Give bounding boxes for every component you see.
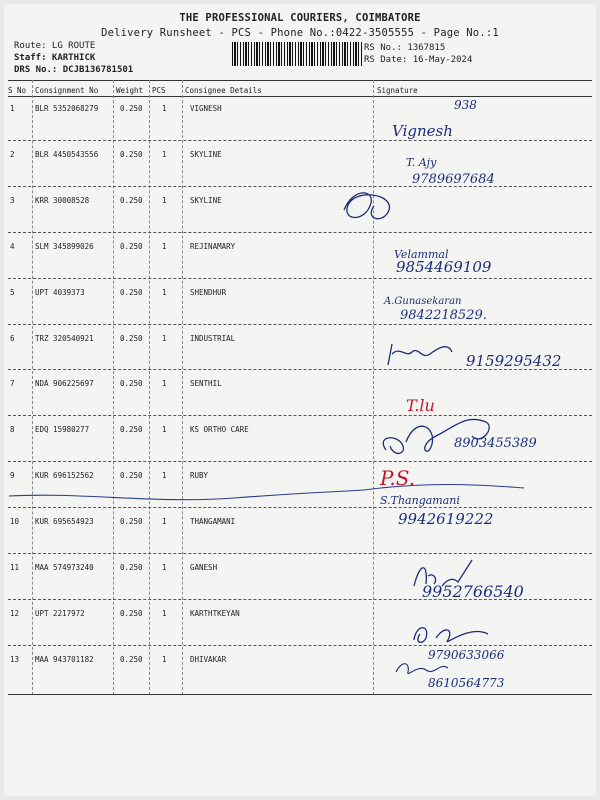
handwriting-phone: 9854469109	[396, 258, 492, 276]
col-pcs: PCS	[152, 86, 166, 95]
rs-date-label: RS Date: 16-May-2024	[364, 55, 473, 65]
col-divider	[182, 80, 183, 695]
row-pcs: 1	[162, 104, 167, 113]
handwriting-phone: 9942619222	[398, 510, 494, 528]
row-sno: 3	[10, 195, 15, 205]
row-consignee: REJINAMARY	[190, 241, 236, 251]
scribble-signature	[382, 340, 462, 370]
row-sno: 11	[10, 563, 20, 572]
col-signature: Signature	[377, 86, 418, 95]
row-weight: 0.250	[120, 654, 143, 664]
row-consignment: SLM 345899026	[35, 241, 94, 251]
row-weight: 0.250	[120, 379, 143, 389]
row-weight: 0.250	[120, 563, 143, 572]
pen-stroke	[4, 474, 596, 514]
handwriting-note: T.lu	[406, 396, 435, 415]
row-pcs: 1	[162, 471, 167, 481]
runsheet-page	[4, 4, 596, 796]
row-weight: 0.250	[120, 333, 143, 343]
row-pcs: 1	[162, 195, 167, 205]
row-weight: 0.250	[120, 241, 143, 251]
row-pcs: 1	[162, 654, 167, 664]
row-consignment: KRR 30008528	[35, 195, 90, 205]
row-consignment: MAA 574973240	[35, 563, 94, 572]
row-consignment: KUR 696152562	[35, 471, 94, 481]
row-sno: 5	[10, 287, 15, 297]
row-consignee: SKYLINE	[190, 195, 222, 205]
row-consignee: KARTHTKEYAN	[190, 608, 240, 618]
col-divider	[149, 80, 150, 695]
row-sno: 9	[10, 471, 15, 481]
col-sno: S No	[8, 86, 27, 95]
row-weight: 0.250	[120, 608, 143, 618]
row-pcs: 1	[162, 241, 167, 251]
row-consignment: TRZ 320540921	[35, 333, 94, 343]
row-pcs: 1	[162, 517, 167, 527]
row-weight: 0.250	[120, 287, 143, 297]
row-weight: 0.250	[120, 149, 143, 159]
row-consignee: RUBY	[190, 471, 209, 481]
row-consignment: NDA 906225697	[35, 379, 94, 389]
staff-label: Staff: KARTHICK	[14, 53, 96, 63]
row-consignment: UPT 4039373	[35, 287, 85, 297]
row-pcs: 1	[162, 287, 167, 297]
table-bottom-rule	[8, 694, 592, 695]
row-weight: 0.250	[120, 517, 143, 527]
rs-no-label: RS No.: 1367815	[364, 43, 446, 53]
handwriting-note: P.S.	[380, 466, 416, 490]
header-bottom-rule	[8, 96, 592, 97]
row-consignment: UPT 2217972	[35, 608, 85, 618]
row-sno: 7	[10, 379, 15, 389]
col-consignment: Consignment No	[35, 86, 99, 95]
row-consignment: BLR 5352068279	[35, 104, 99, 113]
row-divider	[8, 186, 592, 187]
row-consignee: VIGNESH	[190, 104, 222, 113]
page-subtitle: Delivery Runsheet - PCS - Phone No.:0422-3505555 - Page No.:1	[101, 27, 499, 39]
row-consignee: THANGAMANI	[190, 517, 236, 527]
handwriting-phone: 8610564773	[428, 676, 505, 690]
row-weight: 0.250	[120, 425, 143, 435]
row-pcs: 1	[162, 425, 167, 435]
row-sno: 4	[10, 241, 15, 251]
handwritten-signature: Velammal	[394, 248, 449, 261]
handwriting-phone: 8903455389	[454, 436, 537, 451]
scribble-signature	[408, 618, 498, 648]
row-sno: 8	[10, 425, 15, 435]
scribble-signature	[334, 180, 404, 230]
handwriting-phone: 9842218529.	[400, 308, 487, 323]
handwriting-phone: 9790633066	[428, 648, 505, 662]
row-weight: 0.250	[120, 471, 143, 481]
drs-label: DRS No.: DCJB136781501	[14, 65, 134, 75]
row-pcs: 1	[162, 563, 167, 572]
row-pcs: 1	[162, 333, 167, 343]
col-weight: Weight	[116, 86, 144, 95]
barcode	[232, 42, 362, 66]
row-consignment: BLR 4450543556	[35, 149, 99, 159]
row-consignee: SENTHIL	[190, 379, 222, 389]
row-consignee: INDUSTRIAL	[190, 333, 236, 343]
row-consignment: MAA 943701182	[35, 654, 94, 664]
handwriting-note: 938	[454, 98, 477, 112]
row-divider	[8, 278, 592, 279]
row-divider	[8, 324, 592, 325]
row-consignment: EDQ 15980277	[35, 425, 90, 435]
row-sno: 10	[10, 517, 20, 527]
row-pcs: 1	[162, 608, 167, 618]
row-divider	[8, 553, 592, 554]
handwritten-signature: S.Thangamani	[380, 494, 460, 507]
row-sno: 2	[10, 149, 15, 159]
row-sno: 1	[10, 104, 15, 113]
row-pcs: 1	[162, 379, 167, 389]
row-consignee: KS ORTHO CARE	[190, 425, 249, 435]
row-consignment: KUR 695654923	[35, 517, 94, 527]
row-sno: 13	[10, 654, 20, 664]
row-consignee: SHENDHUR	[190, 287, 227, 297]
handwriting-phone: 9159295432	[466, 352, 562, 370]
row-pcs: 1	[162, 149, 167, 159]
col-divider	[32, 80, 33, 695]
row-consignee: DHIVAKAR	[190, 654, 227, 664]
col-divider	[113, 80, 114, 695]
row-weight: 0.250	[120, 104, 143, 113]
table-top-rule	[8, 80, 592, 81]
row-consignee: GANESH	[190, 563, 218, 572]
row-weight: 0.250	[120, 195, 143, 205]
row-divider	[8, 645, 592, 646]
row-divider	[8, 232, 592, 233]
handwritten-signature: A.Gunasekaran	[384, 296, 462, 307]
page-title: THE PROFESSIONAL COURIERS, COIMBATORE	[179, 12, 421, 24]
handwriting-phone: 9789697684	[412, 172, 495, 187]
row-sno: 6	[10, 333, 15, 343]
col-consignee: Consignee Details	[185, 86, 262, 95]
handwriting-note: T. Ajy	[406, 156, 437, 169]
row-consignee: SKYLINE	[190, 149, 222, 159]
col-divider	[373, 80, 374, 695]
handwriting-phone: 9952766540	[422, 582, 524, 601]
route-label: Route: LG ROUTE	[14, 41, 96, 51]
row-sno: 12	[10, 608, 20, 618]
row-divider	[8, 140, 592, 141]
handwritten-signature: Vignesh	[392, 122, 453, 140]
